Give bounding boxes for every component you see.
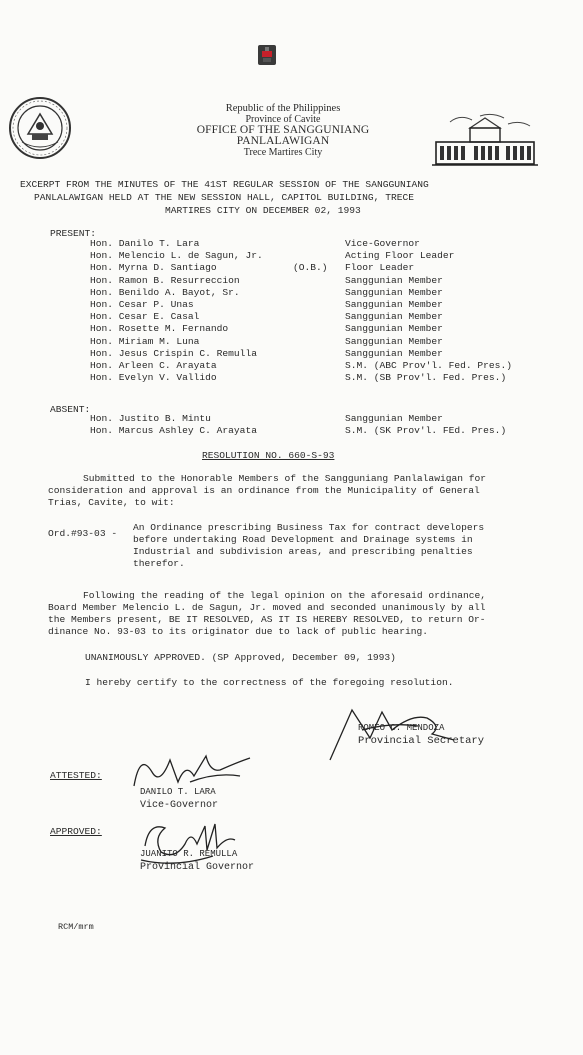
attendee-row	[90, 262, 570, 274]
certify-line: I hereby certify to the correctness of the foregoing resolution.	[85, 677, 454, 688]
attendee-name: Hon. Ramon B. Resurreccion	[90, 274, 240, 286]
attendee-row	[90, 348, 570, 360]
governor-block	[140, 848, 254, 874]
attendee-position: Sanggunian Member	[345, 299, 443, 311]
governor-title: Provincial Governor	[140, 862, 255, 873]
secretary-title: Provincial Secretary	[358, 735, 485, 747]
attendee-note	[293, 360, 345, 372]
paragraph-line: Following the reading of the legal opinion on the aforesaid ordinance,	[83, 590, 487, 601]
attendee-note	[293, 275, 345, 287]
approval-line: UNANIMOUSLY APPROVED. (SP Approved, December 09, 1993)	[85, 652, 396, 663]
attendee-row	[90, 425, 570, 437]
attendee-position: Sanggunian Member	[345, 311, 443, 323]
attendee-row	[90, 238, 570, 250]
attendee-name: Hon. Rosette M. Fernando	[90, 323, 229, 335]
attendee-note	[293, 311, 345, 323]
attendee-row	[90, 372, 570, 384]
paragraph-line: Submitted to the Honorable Members of the Sangguniang Panlalawigan for	[83, 473, 487, 484]
attendee-row	[90, 413, 570, 425]
republic-text: Republic of the Philippines	[225, 103, 341, 114]
attendee-note	[293, 348, 345, 360]
attendee-note	[293, 299, 345, 311]
paragraph-line: Industrial and subdivision areas, and prescribing penalties	[133, 546, 473, 557]
attendee-position: Sanggunian Member	[345, 274, 443, 286]
vice-governor-title: Vice-Governor	[140, 800, 219, 811]
attendee-row	[90, 275, 570, 287]
present-list	[90, 238, 570, 384]
capitol-building-icon	[430, 112, 540, 168]
title-line: PANLALAWIGAN HELD AT THE NEW SESSION HALL, CAPITOL BUILDING, TRECE	[34, 192, 414, 203]
attendee-position: S.M. (SK Prov'l. FEd. Pres.)	[345, 425, 507, 437]
attendee-position: Sanggunian Member	[345, 413, 443, 424]
paragraph-line: dinance No. 93-03 to its originator due to lack of public hearing.	[48, 626, 428, 637]
absent-list	[90, 413, 570, 437]
attendee-name: Hon. Arleen C. Arayata	[90, 360, 217, 372]
attendee-name: Hon. Cesar P. Unas	[90, 299, 194, 311]
attendee-name: Hon. Melencio L. de Sagun, Jr.	[90, 250, 263, 262]
ordinance-description	[133, 522, 573, 570]
attested-label: ATTESTED:	[50, 770, 102, 781]
provincial-seal-icon	[8, 96, 72, 160]
attendee-row	[90, 287, 570, 299]
paragraph-line: An Ordinance prescribing Business Tax for contract developers	[133, 522, 485, 533]
title-line: MARTIRES CITY ON DECEMBER 02, 1993	[165, 205, 361, 216]
vice-governor-name: DANILO T. LARA	[140, 787, 216, 797]
attendee-name: Hon. Justito B. Mintu	[90, 413, 211, 424]
office-text: OFFICE OF THE SANGGUNIANG PANLALAWIGAN	[196, 124, 370, 147]
attendee-name: Hon. Miriam M. Luna	[90, 335, 200, 347]
attendee-position: Sanggunian Member	[345, 347, 443, 359]
attendee-row	[90, 360, 570, 372]
city-text: Trece Martires City	[243, 147, 323, 158]
attendee-position: Acting Floor Leader	[345, 250, 455, 262]
province-text: Province of Cavite	[245, 114, 321, 125]
attendee-name: Hon. Benildo A. Bayot, Sr.	[90, 286, 240, 298]
vice-governor-block	[140, 786, 218, 812]
governor-name: JUANITO R. REMULLA	[140, 849, 238, 859]
attendee-note	[293, 372, 345, 384]
present-label: PRESENT:	[50, 228, 97, 239]
secretary-name: ROMEO C. MENDOZA	[358, 723, 445, 733]
attendee-position: Sanggunian Member	[345, 335, 443, 347]
attendee-name: Hon. Marcus Ashley C. Arayata	[90, 425, 257, 437]
absent-label: ABSENT:	[50, 404, 91, 415]
attendee-position: Sanggunian Member	[345, 286, 443, 298]
title-line: EXCERPT FROM THE MINUTES OF THE 41ST REGULAR SESSION OF THE SANGGUNIANG	[20, 179, 429, 190]
attendee-note	[293, 250, 345, 262]
attendee-note	[293, 323, 345, 335]
paragraph-line: consideration and approval is an ordinance from the Municipality of General	[48, 485, 480, 496]
attendee-row	[90, 299, 570, 311]
resolution-number: RESOLUTION NO. 660-S-93	[202, 450, 335, 461]
following-paragraph	[48, 590, 578, 638]
approved-label: APPROVED:	[50, 826, 102, 837]
attendee-position: S.M. (ABC Prov'l. Fed. Pres.)	[345, 360, 512, 372]
submitted-paragraph	[48, 473, 578, 509]
paragraph-line: Trias, Cavite, to wit:	[48, 497, 175, 508]
attendee-name: Hon. Jesus Crispin C. Remulla	[90, 347, 257, 359]
paragraph-line: Board Member Melencio L. de Sagun, Jr. moved and seconded unanimously by all	[48, 602, 486, 613]
attendee-position: Floor Leader	[345, 262, 415, 274]
attendee-row	[90, 336, 570, 348]
paragraph-line: therefor.	[133, 558, 185, 569]
attendee-row	[90, 323, 570, 335]
paragraph-line: before undertaking Road Development and Drainage systems in	[133, 534, 473, 545]
attendee-name: Hon. Evelyn V. Vallido	[90, 372, 217, 384]
attendee-position: S.M. (SB Prov'l. Fed. Pres.)	[345, 372, 507, 384]
attendee-note: (O.B.)	[293, 262, 328, 274]
attendee-note	[293, 287, 345, 299]
typist-initials: RCM/mrm	[58, 922, 94, 932]
secretary-block	[358, 722, 484, 748]
ordinance-label: Ord.#93-03 -	[48, 528, 118, 539]
top-emblem-icon	[257, 44, 277, 66]
attendee-position: Sanggunian Member	[345, 323, 443, 335]
attendee-name: Hon. Danilo T. Lara	[90, 238, 200, 249]
attendee-name: Hon. Myrna D. Santiago	[90, 262, 217, 274]
attendee-name: Hon. Cesar E. Casal	[90, 311, 200, 323]
attendee-note	[293, 336, 345, 348]
minutes-title	[20, 178, 580, 217]
letterhead	[163, 103, 403, 158]
attendee-row	[90, 250, 570, 262]
attendee-row	[90, 311, 570, 323]
attendee-position: Vice-Governor	[345, 238, 420, 249]
paragraph-line: the Members present, BE IT RESOLVED, AS IT IS HEREBY RESOLVED, to return Or-	[48, 614, 486, 625]
attendee-note	[293, 238, 345, 250]
